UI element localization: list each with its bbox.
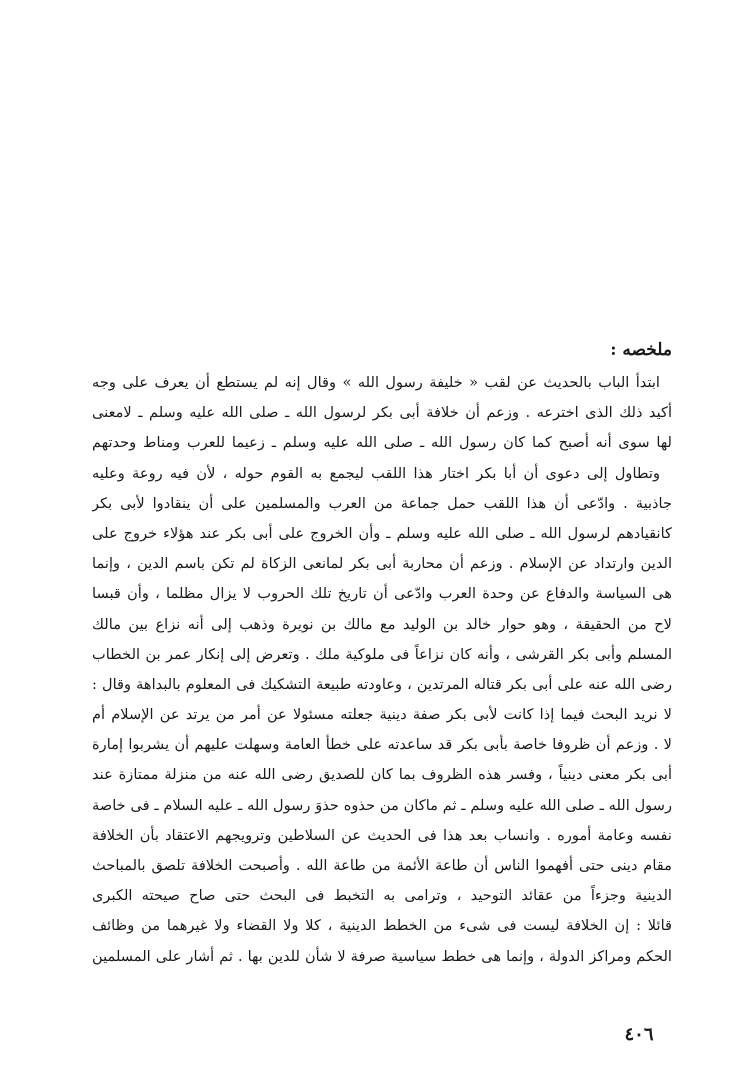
text-line: نفسه وعامة أموره . وانساب بعد هذا فى الحديث عن السلاطين وترويجهم الاعتقاد بأن الخلافة	[92, 826, 672, 844]
text-line: المسلم وأبى بكر القرشى ، وأنه كان نزاعاً فى ملوكية ملك . وتعرض إلى إنكار عمر بن الخطاب	[92, 645, 672, 663]
page-number: ٤٠٦	[624, 1024, 654, 1045]
text-line: أكيد ذلك الذى اخترعه . وزعم أن خلافة أبى بكر لرسول الله ـ صلى الله عليه وسلم ـ لامعنى	[92, 404, 672, 422]
section-heading: ملخصه :	[610, 340, 672, 360]
text-line: الدين وارتداد عن الإسلام . وزعم أن محاربة أبى بكر لمانعى الزكاة لم تكن باسم الدين ، وإنما	[92, 555, 672, 573]
text-line: وتطاول إلى دعوى أن أبا بكر اختار هذا اللقب ليجمع به القوم حوله ، لأن فيه روعة وعليه	[92, 464, 660, 482]
summary-paragraph	[92, 368, 672, 972]
text-line: ابتدأ الباب بالحديث عن لقب « خليفة رسول الله » وقال إنه لم يستطع أن يعرف على وجه	[92, 374, 660, 391]
text-line: مقام دينى حتى أفهموا الناس أن طاعة الأئمة من طاعة الله . وأصبحت الخلافة تلصق بالمباحث	[92, 857, 672, 874]
text-line: لها سوى أنه أصبح كما كان رسول الله ـ صلى الله عليه وسلم ـ زعيما للعرب ومناط وحدتهم	[92, 434, 672, 452]
text-line: الحكم ومراكز الدولة ، وإنما هى خطط سياسية صرفة لا شأن للدين بها . ثم أشار على المسلمين	[92, 947, 672, 965]
text-line: رضى الله عنه على أبى بكر قتاله المرتدين ، وعاودته طبيعة التشكيك فى المعلوم بالبداهة وقال :	[92, 675, 672, 693]
text-line: كانقيادهم لرسول الله ـ صلى الله عليه وسلم ـ وأن الخروج على أبى بكر عند هؤلاء خروج على	[92, 524, 672, 542]
text-line: هى السياسة والدفاع عن وحدة العرب وادّعى أن تاريخ تلك الحروب لا يزال مظلما ، وأن قبسا	[92, 585, 672, 603]
text-line: قائلا : إن الخلافة ليست فى شىء من الخطط الدينية ، كلا ولا القضاء ولا غيرهما من وظائف	[92, 917, 672, 935]
text-line: الدينية وجزءاً من عقائد التوحيد ، وترامى به التخبط فى البحث حتى صاح صيحته الكبرى	[92, 887, 672, 905]
text-line: أبى بكر معنى دينياً ، وفسر هذه الظروف بما كان للصديق رضى الله عنه من منزلة ممتازة عند	[92, 766, 672, 784]
text-line: جاذبية . وادّعى أن هذا اللقب حمل جماعة من العرب والمسلمين على أن ينقادوا لأبى بكر	[92, 494, 672, 512]
text-line: لا . وزعم أن ظروفا خاصة بأبى بكر قد ساعدته على خطأ العامة وسهلت عليهم أن يشربوا إمارة	[92, 736, 672, 754]
text-line: رسول الله ـ صلى الله عليه وسلم ـ ثم ماكان من حذوه حذوَ رسول الله ـ عليه السلام ـ فى خاصة	[92, 796, 672, 814]
text-line: لا نريد البحث فيما إذا كانت لأبى بكر صفة دينية جعلته مسئولا عن أمر من يرتد عن الإسلام أم	[92, 706, 672, 724]
summary-section	[92, 338, 672, 972]
text-line: لاح من الحقيقة ، وهو حوار خالد بن الوليد مع مالك بن نويرة وذهب إلى أنه نزاع بين مالك	[92, 615, 672, 633]
